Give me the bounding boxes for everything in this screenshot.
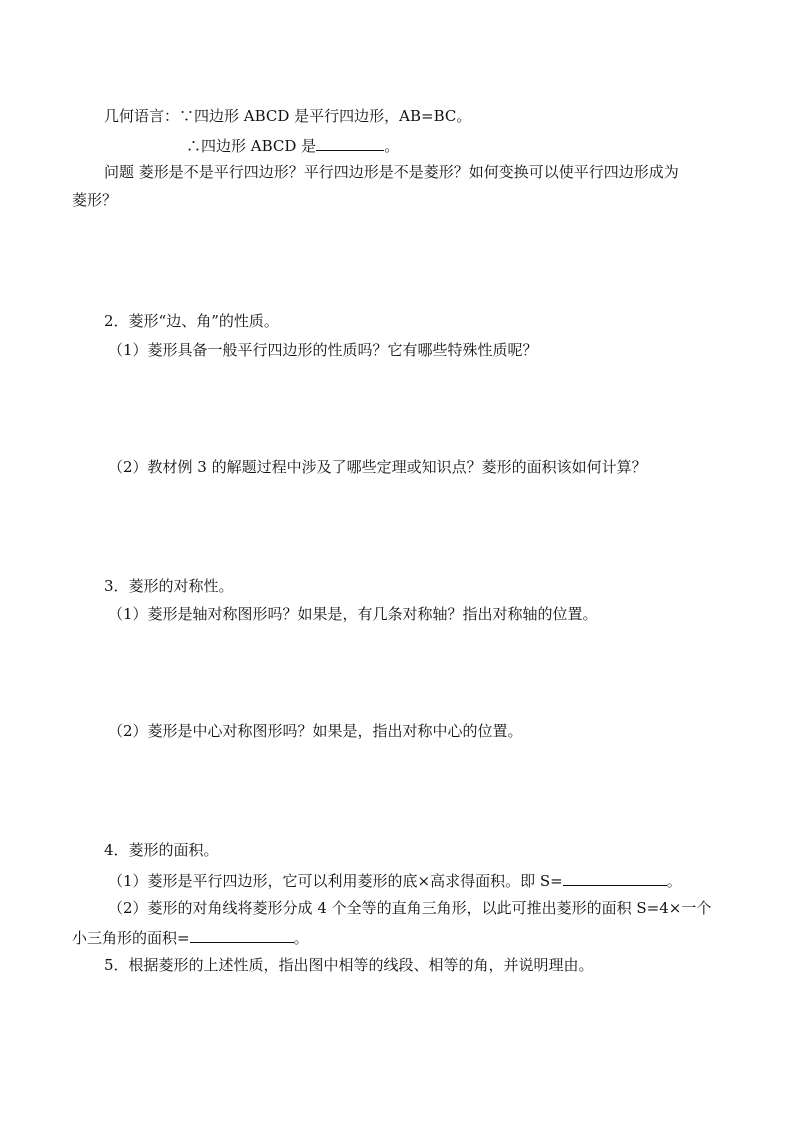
section-4-question-1-period: 。 xyxy=(666,872,682,890)
section-2-heading xyxy=(104,311,279,331)
section-4-heading xyxy=(104,840,219,860)
section-4-question-2-continued xyxy=(72,926,309,948)
geometry-language-text-1: 几何语言：∵四边形 ABCD 是平行四边形，AB=BC。 xyxy=(104,107,472,125)
geometry-language-text-2: ∴四边形 ABCD 是 xyxy=(186,137,317,155)
question-text: 问题 菱形是不是平行四边形？平行四边形是不是菱形？如何变换可以使平行四边形成为 xyxy=(104,163,679,181)
section-3-question-1 xyxy=(108,604,598,624)
section-2-heading-text: 2．菱形“边、角”的性质。 xyxy=(104,312,279,330)
section-4-question-2-cont-text: 小三角形的面积= xyxy=(72,929,190,947)
section-2-question-1-text: （1）菱形具备一般平行四边形的性质吗？它有哪些特殊性质呢？ xyxy=(108,341,538,359)
geometry-language-line-1 xyxy=(104,106,471,126)
section-3-question-2 xyxy=(108,721,523,741)
section-4-heading-text: 4．菱形的面积。 xyxy=(104,841,219,859)
section-3-question-1-text: （1）菱形是轴对称图形吗？如果是，有几条对称轴？指出对称轴的位置。 xyxy=(108,605,598,623)
answer-blank-1[interactable] xyxy=(316,134,384,151)
question-paragraph-line-2 xyxy=(72,190,117,210)
answer-blank-3[interactable] xyxy=(190,926,294,943)
section-4-question-2-period: 。 xyxy=(293,929,309,947)
section-2-question-2-text: （2）教材例 3 的解题过程中涉及了哪些定理或知识点？菱形的面积该如何计算？ xyxy=(108,458,647,476)
section-5-heading xyxy=(104,955,594,975)
section-2-question-2 xyxy=(108,457,647,477)
question-text-continued: 菱形？ xyxy=(72,191,118,209)
section-4-question-1-text: （1）菱形是平行四边形，它可以利用菱形的底×高求得面积。即 S= xyxy=(108,872,563,890)
answer-blank-2[interactable] xyxy=(563,869,667,886)
section-4-question-2 xyxy=(108,898,711,918)
geometry-language-period: 。 xyxy=(384,137,400,155)
question-paragraph-line-1 xyxy=(104,162,679,182)
section-4-question-2-text: （2）菱形的对角线将菱形分成 4 个全等的直角三角形，以此可推出菱形的面积 S=4×一个 xyxy=(108,899,712,917)
section-3-heading-text: 3．菱形的对称性。 xyxy=(104,577,234,595)
section-4-question-1 xyxy=(108,869,682,891)
geometry-language-line-2 xyxy=(186,134,399,156)
section-5-heading-text: 5．根据菱形的上述性质，指出图中相等的线段、相等的角，并说明理由。 xyxy=(104,956,594,974)
section-3-question-2-text: （2）菱形是中心对称图形吗？如果是，指出对称中心的位置。 xyxy=(108,722,523,740)
section-2-question-1 xyxy=(108,340,538,360)
section-3-heading xyxy=(104,576,234,596)
